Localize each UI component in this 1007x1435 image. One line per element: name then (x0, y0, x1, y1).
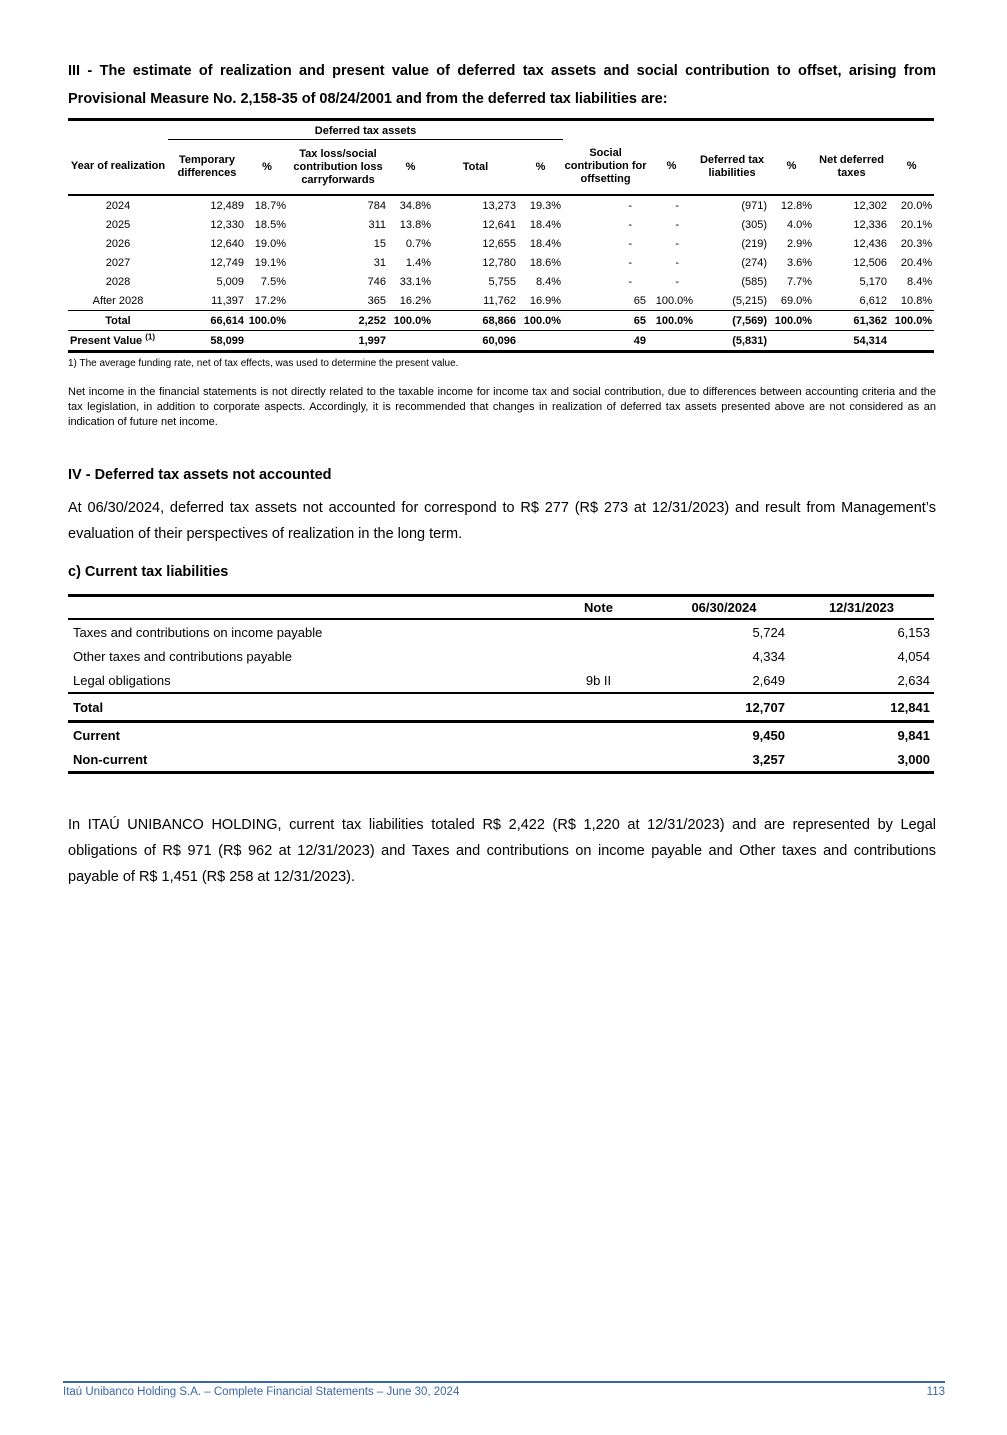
table-cell: 18.6% (529, 256, 562, 269)
table-cell: - (628, 237, 633, 250)
table-cell: 4,054 (897, 648, 930, 664)
table-row (68, 215, 934, 234)
table-cell: 20.3% (900, 237, 933, 250)
table-cell: 2,252 (288, 311, 388, 331)
table-cell: 12,749 (210, 256, 244, 269)
table-cell: 18.4% (529, 237, 562, 250)
table-cell: 12,489 (210, 199, 244, 212)
table-total-row (68, 693, 934, 722)
table-cell: 5,755 (488, 275, 516, 288)
table-cell (538, 722, 659, 748)
table-present-value-row (68, 331, 934, 352)
table-cell: 19.1% (254, 256, 286, 269)
column-header-note: Note (538, 596, 659, 620)
table-cell: 65 (633, 294, 647, 307)
table-cell: 12,640 (210, 237, 244, 250)
page-footer (63, 1381, 945, 1398)
table-cell: 4.0% (786, 218, 813, 231)
table-cell: 12,655 (482, 237, 516, 250)
table-cell: - (675, 237, 680, 250)
table-cell: (274) (741, 256, 768, 269)
column-header-date-2023: 12/31/2023 (789, 596, 934, 620)
table-cell: Current (73, 727, 120, 743)
table-cell: 2,649 (752, 672, 785, 688)
table-cell (769, 331, 814, 352)
table-cell: 12,707 (659, 693, 789, 722)
table-cell: 9b II (585, 672, 612, 688)
table-row (68, 195, 934, 215)
table-cell: 3,257 (752, 751, 785, 767)
column-header-temporary-differences: Temporary differences (168, 140, 246, 196)
table-cell: 100.0% (655, 294, 694, 307)
table-cell: 2.9% (786, 237, 813, 250)
table-cell (68, 331, 168, 352)
table-cell (889, 331, 934, 352)
table-cell: 12,641 (482, 218, 516, 231)
table-cell: 1,997 (288, 331, 388, 352)
table-cell (538, 747, 659, 773)
table-cell: 2027 (105, 256, 131, 269)
table-cell: 13.8% (399, 218, 431, 231)
table-cell: 20.4% (900, 256, 933, 269)
table-cell: 8.4% (907, 275, 933, 288)
table-cell (246, 331, 288, 352)
column-header-pct: % (246, 140, 288, 196)
table-cell: 19.3% (529, 199, 562, 212)
column-header-social-contribution: Social contribution for offsetting (563, 140, 648, 196)
table-cell: Non-current (73, 751, 148, 767)
table-cell: 18.7% (254, 199, 286, 212)
table-cell: 13,273 (482, 199, 516, 212)
table-cell: 4,334 (752, 648, 785, 664)
table-cell: 12,841 (789, 693, 934, 722)
table-cell: 311 (368, 218, 386, 231)
table-row (68, 253, 934, 272)
table-cell: 17.2% (254, 294, 286, 307)
table-cell (68, 596, 538, 620)
table-cell: - (675, 199, 680, 212)
table-cell: 61,362 (814, 311, 889, 331)
table-row (68, 234, 934, 253)
table-cell: 12,506 (853, 256, 888, 269)
table-cell (563, 120, 934, 140)
group-header-deferred-tax-assets: Deferred tax assets (168, 120, 563, 140)
table-cell: 100.0% (648, 311, 695, 331)
table-header-row (68, 140, 934, 196)
net-income-note-paragraph: Net income in the financial statements is not directly related to the taxable income for income tax and social contribution, due to differences between accounting criteria and the tax legislation, in addition to corporate aspects. Accordingly, it is recommended that changes in realization of deferred tax assets presented above are not considered as an indication of future net income. (68, 386, 936, 428)
table-cell: 12,780 (482, 256, 516, 269)
table-cell: 58,099 (168, 331, 246, 352)
column-header-pct: % (518, 140, 563, 196)
table-cell (538, 644, 659, 668)
table-cell: - (628, 218, 633, 231)
table-cell: 7.7% (786, 275, 813, 288)
table-cell: 15 (373, 237, 386, 250)
column-header-deferred-tax-liabilities: Deferred tax liabilities (695, 140, 769, 196)
table-cell: 784 (367, 199, 386, 212)
table-cell: 69.0% (780, 294, 813, 307)
table-row (68, 668, 934, 693)
table-total-row (68, 311, 934, 331)
deferred-tax-realization-table (68, 118, 934, 353)
itau-holding-paragraph: In ITAÚ UNIBANCO HOLDING, current tax liabilities totaled R$ 2,422 (R$ 1,220 at 12/31/2023) and are represented by Legal obligations of R$ 971 (R$ 962 at 12/31/2023) and Taxes and contributions on income payable and Other taxes and contributions payable of R$ 1,451 (R$ 258 at 12/31/2023). (68, 817, 936, 885)
table-cell: 34.8% (399, 199, 431, 212)
table-cell: Total (68, 693, 538, 722)
table-cell: 12,302 (853, 199, 888, 212)
table-cell: 365 (367, 294, 386, 307)
table-cell: 1.4% (405, 256, 431, 269)
table-cell: - (628, 275, 633, 288)
table-cell: 5,170 (859, 275, 888, 288)
table-cell: 68,866 (433, 311, 518, 331)
section-iii-heading: III - The estimate of realization and present value of deferred tax assets and social contribution to offset, arising from Provisional Measure No. 2,158-35 of 08/24/2001 and from the deferred tax liabilities are: (68, 63, 936, 107)
table-cell (518, 331, 563, 352)
table-cell: Total (68, 311, 168, 331)
table-header-row (68, 596, 934, 620)
table-cell (68, 120, 168, 140)
footer-title: Itaú Unibanco Holding S.A. – Complete Financial Statements – June 30, 2024 (63, 1386, 460, 1398)
table-cell: 54,314 (814, 331, 889, 352)
column-header-pct: % (769, 140, 814, 196)
column-header-pct: % (889, 140, 934, 196)
table-footnote: 1) The average funding rate, net of tax effects, was used to determine the present value. (68, 358, 459, 369)
table-cell: 12,436 (853, 237, 888, 250)
table-row (68, 272, 934, 291)
table-cell: 100.0% (518, 311, 563, 331)
table-cell: 31 (373, 256, 386, 269)
table-cell: 746 (367, 275, 386, 288)
table-row (68, 644, 934, 668)
table-cell: 33.1% (399, 275, 431, 288)
table-cell: 12,336 (853, 218, 888, 231)
table-cell: 100.0% (769, 311, 814, 331)
table-cell: (971) (741, 199, 768, 212)
table-cell: 20.0% (900, 199, 933, 212)
table-cell: 2028 (105, 275, 131, 288)
table-cell: 9,841 (897, 727, 930, 743)
table-cell: (585) (741, 275, 768, 288)
table-cell: 11,762 (483, 294, 516, 307)
table-row (68, 619, 934, 644)
table-cell: 6,153 (897, 624, 930, 640)
table-cell: 7.5% (260, 275, 286, 288)
table-cell: (5,215) (732, 294, 768, 307)
table-cell (388, 331, 433, 352)
table-cell: - (675, 256, 680, 269)
table-cell: 18.5% (254, 218, 286, 231)
current-tax-liabilities-table (68, 594, 934, 774)
table-cell: 100.0% (388, 311, 433, 331)
table-cell: (7,569) (695, 311, 769, 331)
table-cell: (5,831) (695, 331, 769, 352)
table-cell: Other taxes and contributions payable (73, 648, 292, 664)
table-cell: 49 (563, 331, 648, 352)
present-value-label: Present Value (70, 334, 143, 347)
table-cell (648, 331, 695, 352)
table-cell: 11,397 (211, 294, 244, 307)
table-cell: 60,096 (433, 331, 518, 352)
table-cell: Legal obligations (73, 672, 171, 688)
table-cell: 20.1% (900, 218, 933, 231)
table-cell: After 2028 (92, 294, 144, 307)
table-cell: Taxes and contributions on income payable (73, 624, 323, 640)
column-header-total: Total (433, 140, 518, 196)
table-cell: 6,612 (859, 294, 888, 307)
column-header-date-2024: 06/30/2024 (659, 596, 789, 620)
table-cell: 2,634 (897, 672, 930, 688)
table-cell: 12,330 (210, 218, 244, 231)
section-iv-heading: IV - Deferred tax assets not accounted (68, 467, 332, 483)
section-iv-paragraph: At 06/30/2024, deferred tax assets not accounted for correspond to R$ 277 (R$ 273 at 12/31/2023) and result from Management’s evaluation of their perspectives of realization in the long term. (68, 500, 936, 542)
table-cell: 0.7% (405, 237, 431, 250)
page-number: 113 (926, 1386, 945, 1398)
table-cell: - (675, 218, 680, 231)
table-cell: 2024 (105, 199, 131, 212)
table-noncurrent-row (68, 747, 934, 773)
column-header-tax-loss: Tax loss/social contribution loss carryforwards (288, 140, 388, 196)
table-cell: 16.9% (529, 294, 562, 307)
table-cell: 16.2% (399, 294, 431, 307)
table-cell: 5,009 (216, 275, 244, 288)
table-cell: - (628, 199, 633, 212)
section-c-heading: c) Current tax liabilities (68, 564, 229, 580)
table-cell: 100.0% (246, 311, 288, 331)
footnote-marker: (1) (145, 331, 155, 341)
table-cell: 18.4% (529, 218, 562, 231)
table-row (68, 291, 934, 311)
table-cell (538, 619, 659, 644)
table-cell: (305) (741, 218, 768, 231)
table-cell: 2025 (105, 218, 131, 231)
table-cell: 9,450 (752, 727, 785, 743)
table-cell (538, 693, 659, 722)
table-cell: 3,000 (897, 751, 930, 767)
table-cell: 8.4% (535, 275, 562, 288)
table-cell: 3.6% (786, 256, 813, 269)
table-cell: - (628, 256, 633, 269)
column-header-net-deferred-taxes: Net deferred taxes (814, 140, 889, 196)
table-cell: 19.0% (254, 237, 286, 250)
page-content (68, 0, 936, 890)
table-cell: 66,614 (168, 311, 246, 331)
table-group-header-row (68, 120, 934, 140)
column-header-pct: % (388, 140, 433, 196)
table-cell: 2026 (105, 237, 131, 250)
table-cell: (219) (741, 237, 768, 250)
table-cell: 65 (563, 311, 648, 331)
table-cell: 5,724 (752, 624, 785, 640)
column-header-year: Year of realization (68, 140, 168, 196)
table-cell: 100.0% (889, 311, 934, 331)
table-cell: 10.8% (900, 294, 933, 307)
column-header-pct: % (648, 140, 695, 196)
table-current-row (68, 722, 934, 748)
table-cell: 12.8% (780, 199, 813, 212)
table-cell: - (675, 275, 680, 288)
